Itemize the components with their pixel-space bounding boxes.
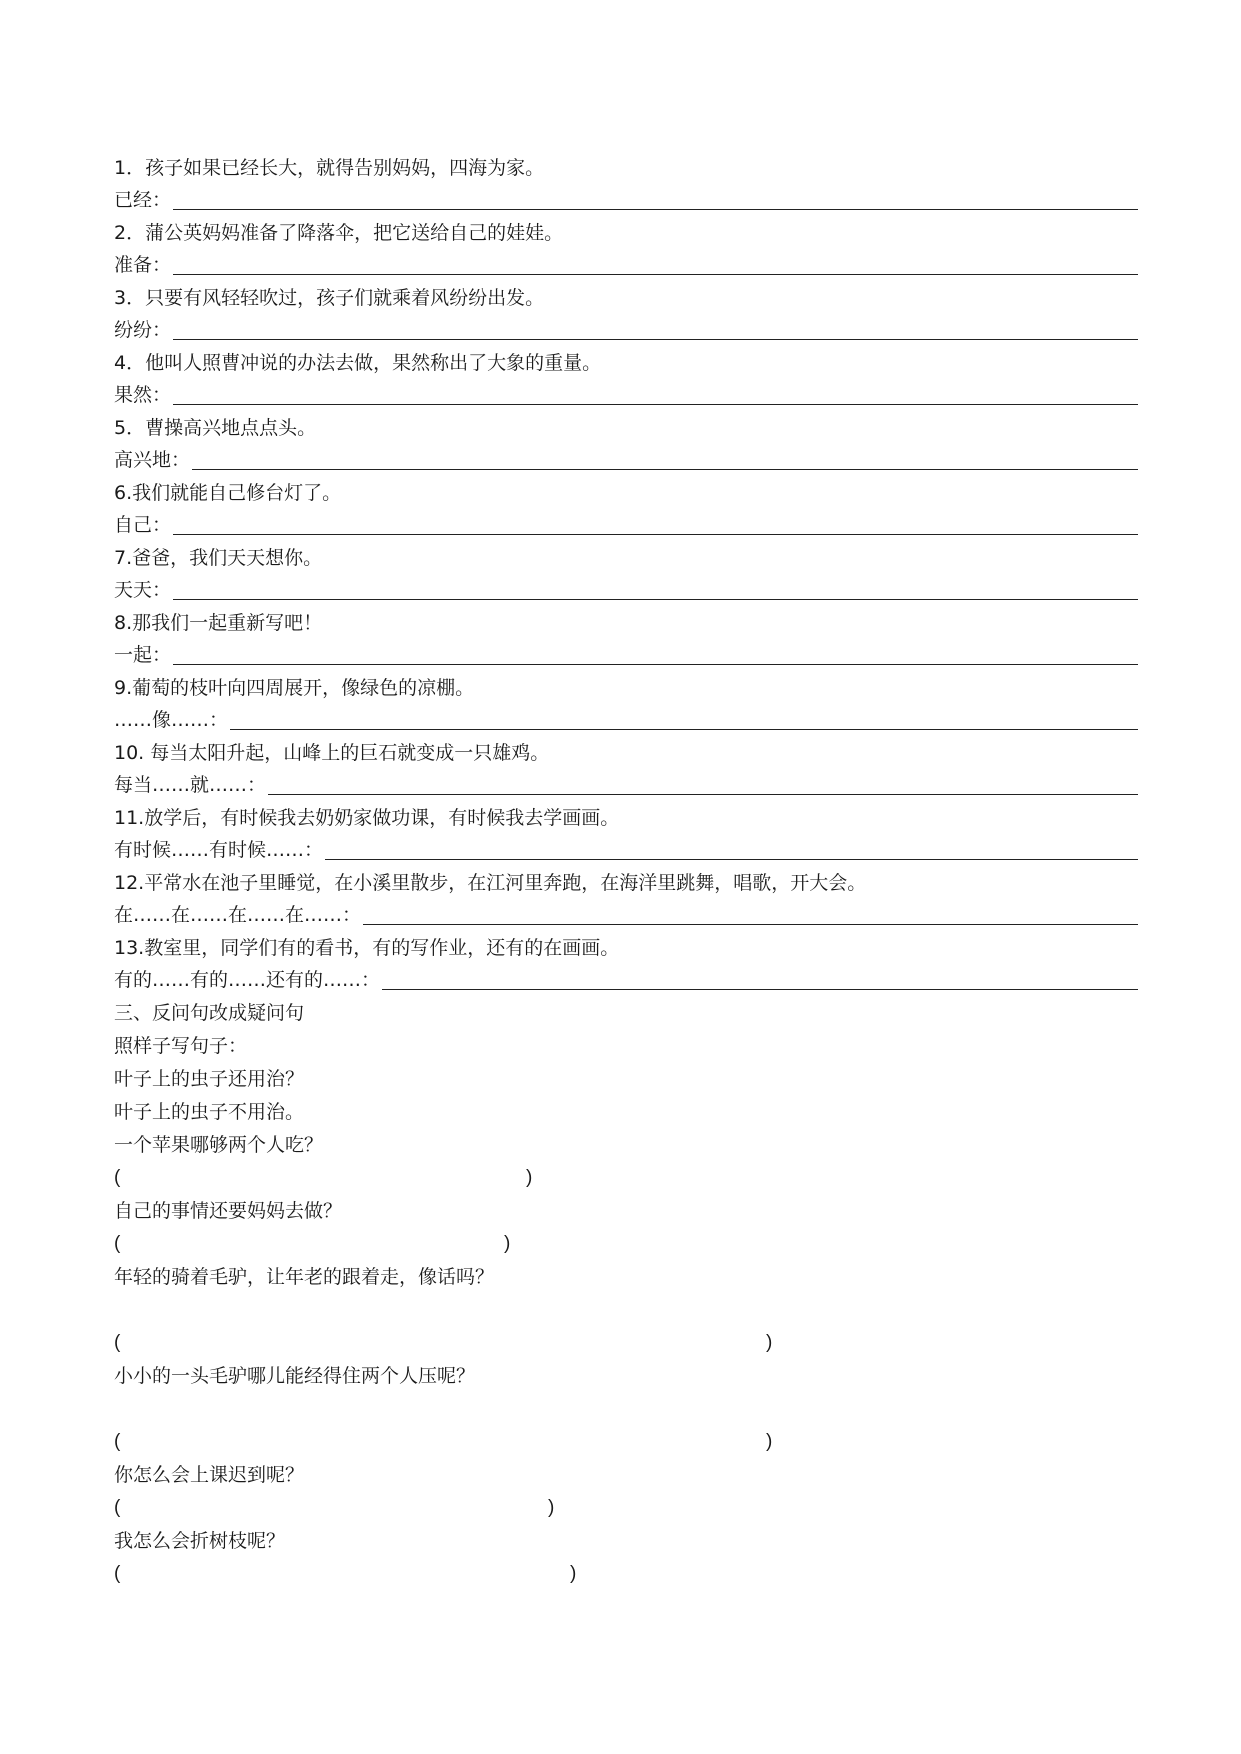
answer-row[interactable] bbox=[114, 314, 1138, 346]
answer-line[interactable] bbox=[230, 729, 1138, 730]
answer-row[interactable] bbox=[114, 834, 1138, 866]
answer-row[interactable] bbox=[114, 379, 1138, 411]
answer-row[interactable] bbox=[114, 704, 1138, 736]
answer-row[interactable] bbox=[114, 639, 1138, 671]
example-answer: 叶子上的虫子不用治。 bbox=[114, 1101, 305, 1123]
answer-prompt: 自己： bbox=[114, 514, 172, 536]
answer-line[interactable] bbox=[173, 664, 1138, 665]
answer-row[interactable] bbox=[114, 574, 1138, 606]
answer-row[interactable] bbox=[114, 444, 1138, 476]
answer-prompt: 已经： bbox=[114, 189, 172, 211]
answer-prompt: 果然： bbox=[114, 384, 172, 406]
answer-blank[interactable] bbox=[114, 1426, 773, 1458]
answer-row[interactable] bbox=[114, 769, 1138, 801]
question-text: 一个苹果哪够两个人吃？ bbox=[114, 1134, 324, 1156]
exercise-sentence: 7.爸爸，我们天天想你。 bbox=[114, 547, 323, 569]
answer-row[interactable] bbox=[114, 184, 1138, 216]
exercise-sentence: 6.我们就能自己修台灯了。 bbox=[114, 482, 342, 504]
exercise-sentence: 10. 每当太阳升起，山峰上的巨石就变成一只雄鸡。 bbox=[114, 742, 550, 764]
open-parenthesis: ( bbox=[114, 1332, 121, 1353]
answer-line[interactable] bbox=[363, 924, 1138, 925]
answer-line[interactable] bbox=[173, 599, 1138, 600]
question-text: 自己的事情还要妈妈去做？ bbox=[114, 1200, 343, 1222]
answer-blank[interactable] bbox=[114, 1327, 773, 1359]
answer-prompt: 有时候……有时候……： bbox=[114, 839, 324, 861]
example-question: 叶子上的虫子还用治？ bbox=[114, 1068, 305, 1090]
close-parenthesis: ) bbox=[526, 1167, 533, 1188]
answer-blank[interactable] bbox=[114, 1228, 511, 1260]
answer-prompt: 有的……有的……还有的……： bbox=[114, 969, 381, 991]
answer-prompt: 纷纷： bbox=[114, 319, 172, 341]
answer-prompt: 天天： bbox=[114, 579, 172, 601]
answer-line[interactable] bbox=[173, 534, 1138, 535]
answer-blank[interactable] bbox=[114, 1558, 577, 1590]
exercise-sentence: 12.平常水在池子里睡觉，在小溪里散步，在江河里奔跑，在海洋里跳舞，唱歌，开大会。 bbox=[114, 872, 867, 894]
open-parenthesis: ( bbox=[114, 1167, 121, 1188]
close-parenthesis: ) bbox=[570, 1563, 577, 1584]
answer-prompt: ……像……： bbox=[114, 709, 229, 731]
answer-line[interactable] bbox=[325, 859, 1138, 860]
answer-line[interactable] bbox=[382, 989, 1138, 990]
question-text: 你怎么会上课迟到呢？ bbox=[114, 1464, 305, 1486]
answer-row[interactable] bbox=[114, 249, 1138, 281]
answer-line[interactable] bbox=[192, 469, 1138, 470]
answer-line[interactable] bbox=[173, 404, 1138, 405]
answer-prompt: 每当……就……： bbox=[114, 774, 267, 796]
open-parenthesis: ( bbox=[114, 1233, 121, 1254]
close-parenthesis: ) bbox=[504, 1233, 511, 1254]
exercise-sentence: 4．他叫人照曹冲说的办法去做，果然称出了大象的重量。 bbox=[114, 352, 602, 374]
answer-row[interactable] bbox=[114, 964, 1138, 996]
open-parenthesis: ( bbox=[114, 1431, 121, 1452]
exercise-sentence: 8.那我们一起重新写吧！ bbox=[114, 612, 323, 634]
answer-line[interactable] bbox=[173, 209, 1138, 210]
answer-prompt: 一起： bbox=[114, 644, 172, 666]
question-text: 我怎么会折树枝呢？ bbox=[114, 1530, 286, 1552]
answer-prompt: 高兴地： bbox=[114, 449, 191, 471]
answer-line[interactable] bbox=[268, 794, 1138, 795]
exercise-sentence: 13.教室里，同学们有的看书，有的写作业，还有的在画画。 bbox=[114, 937, 620, 959]
open-parenthesis: ( bbox=[114, 1563, 121, 1584]
answer-line[interactable] bbox=[173, 274, 1138, 275]
exercise-sentence: 2．蒲公英妈妈准备了降落伞，把它送给自己的娃娃。 bbox=[114, 222, 564, 244]
answer-row[interactable] bbox=[114, 509, 1138, 541]
question-text: 小小的一头毛驴哪儿能经得住两个人压呢？ bbox=[114, 1365, 476, 1387]
question-text: 年轻的骑着毛驴，让年老的跟着走，像话吗？ bbox=[114, 1266, 495, 1288]
section-heading: 三、反问句改成疑问句 bbox=[114, 1002, 305, 1024]
answer-blank[interactable] bbox=[114, 1492, 555, 1524]
close-parenthesis: ) bbox=[766, 1332, 773, 1353]
exercise-sentence: 1．孩子如果已经长大，就得告别妈妈，四海为家。 bbox=[114, 157, 545, 179]
exercise-sentence: 9.葡萄的枝叶向四周展开，像绿色的凉棚。 bbox=[114, 677, 475, 699]
exercise-sentence: 11.放学后，有时候我去奶奶家做功课，有时候我去学画画。 bbox=[114, 807, 620, 829]
answer-prompt: 在……在……在……在……： bbox=[114, 904, 362, 926]
answer-prompt: 准备： bbox=[114, 254, 172, 276]
open-parenthesis: ( bbox=[114, 1497, 121, 1518]
answer-line[interactable] bbox=[173, 339, 1138, 340]
exercise-sentence: 3．只要有风轻轻吹过，孩子们就乘着风纷纷出发。 bbox=[114, 287, 545, 309]
answer-blank[interactable] bbox=[114, 1162, 533, 1194]
section-instruction: 照样子写句子： bbox=[114, 1035, 248, 1057]
answer-row[interactable] bbox=[114, 899, 1138, 931]
close-parenthesis: ) bbox=[548, 1497, 555, 1518]
exercise-sentence: 5．曹操高兴地点点头。 bbox=[114, 417, 317, 439]
close-parenthesis: ) bbox=[766, 1431, 773, 1452]
